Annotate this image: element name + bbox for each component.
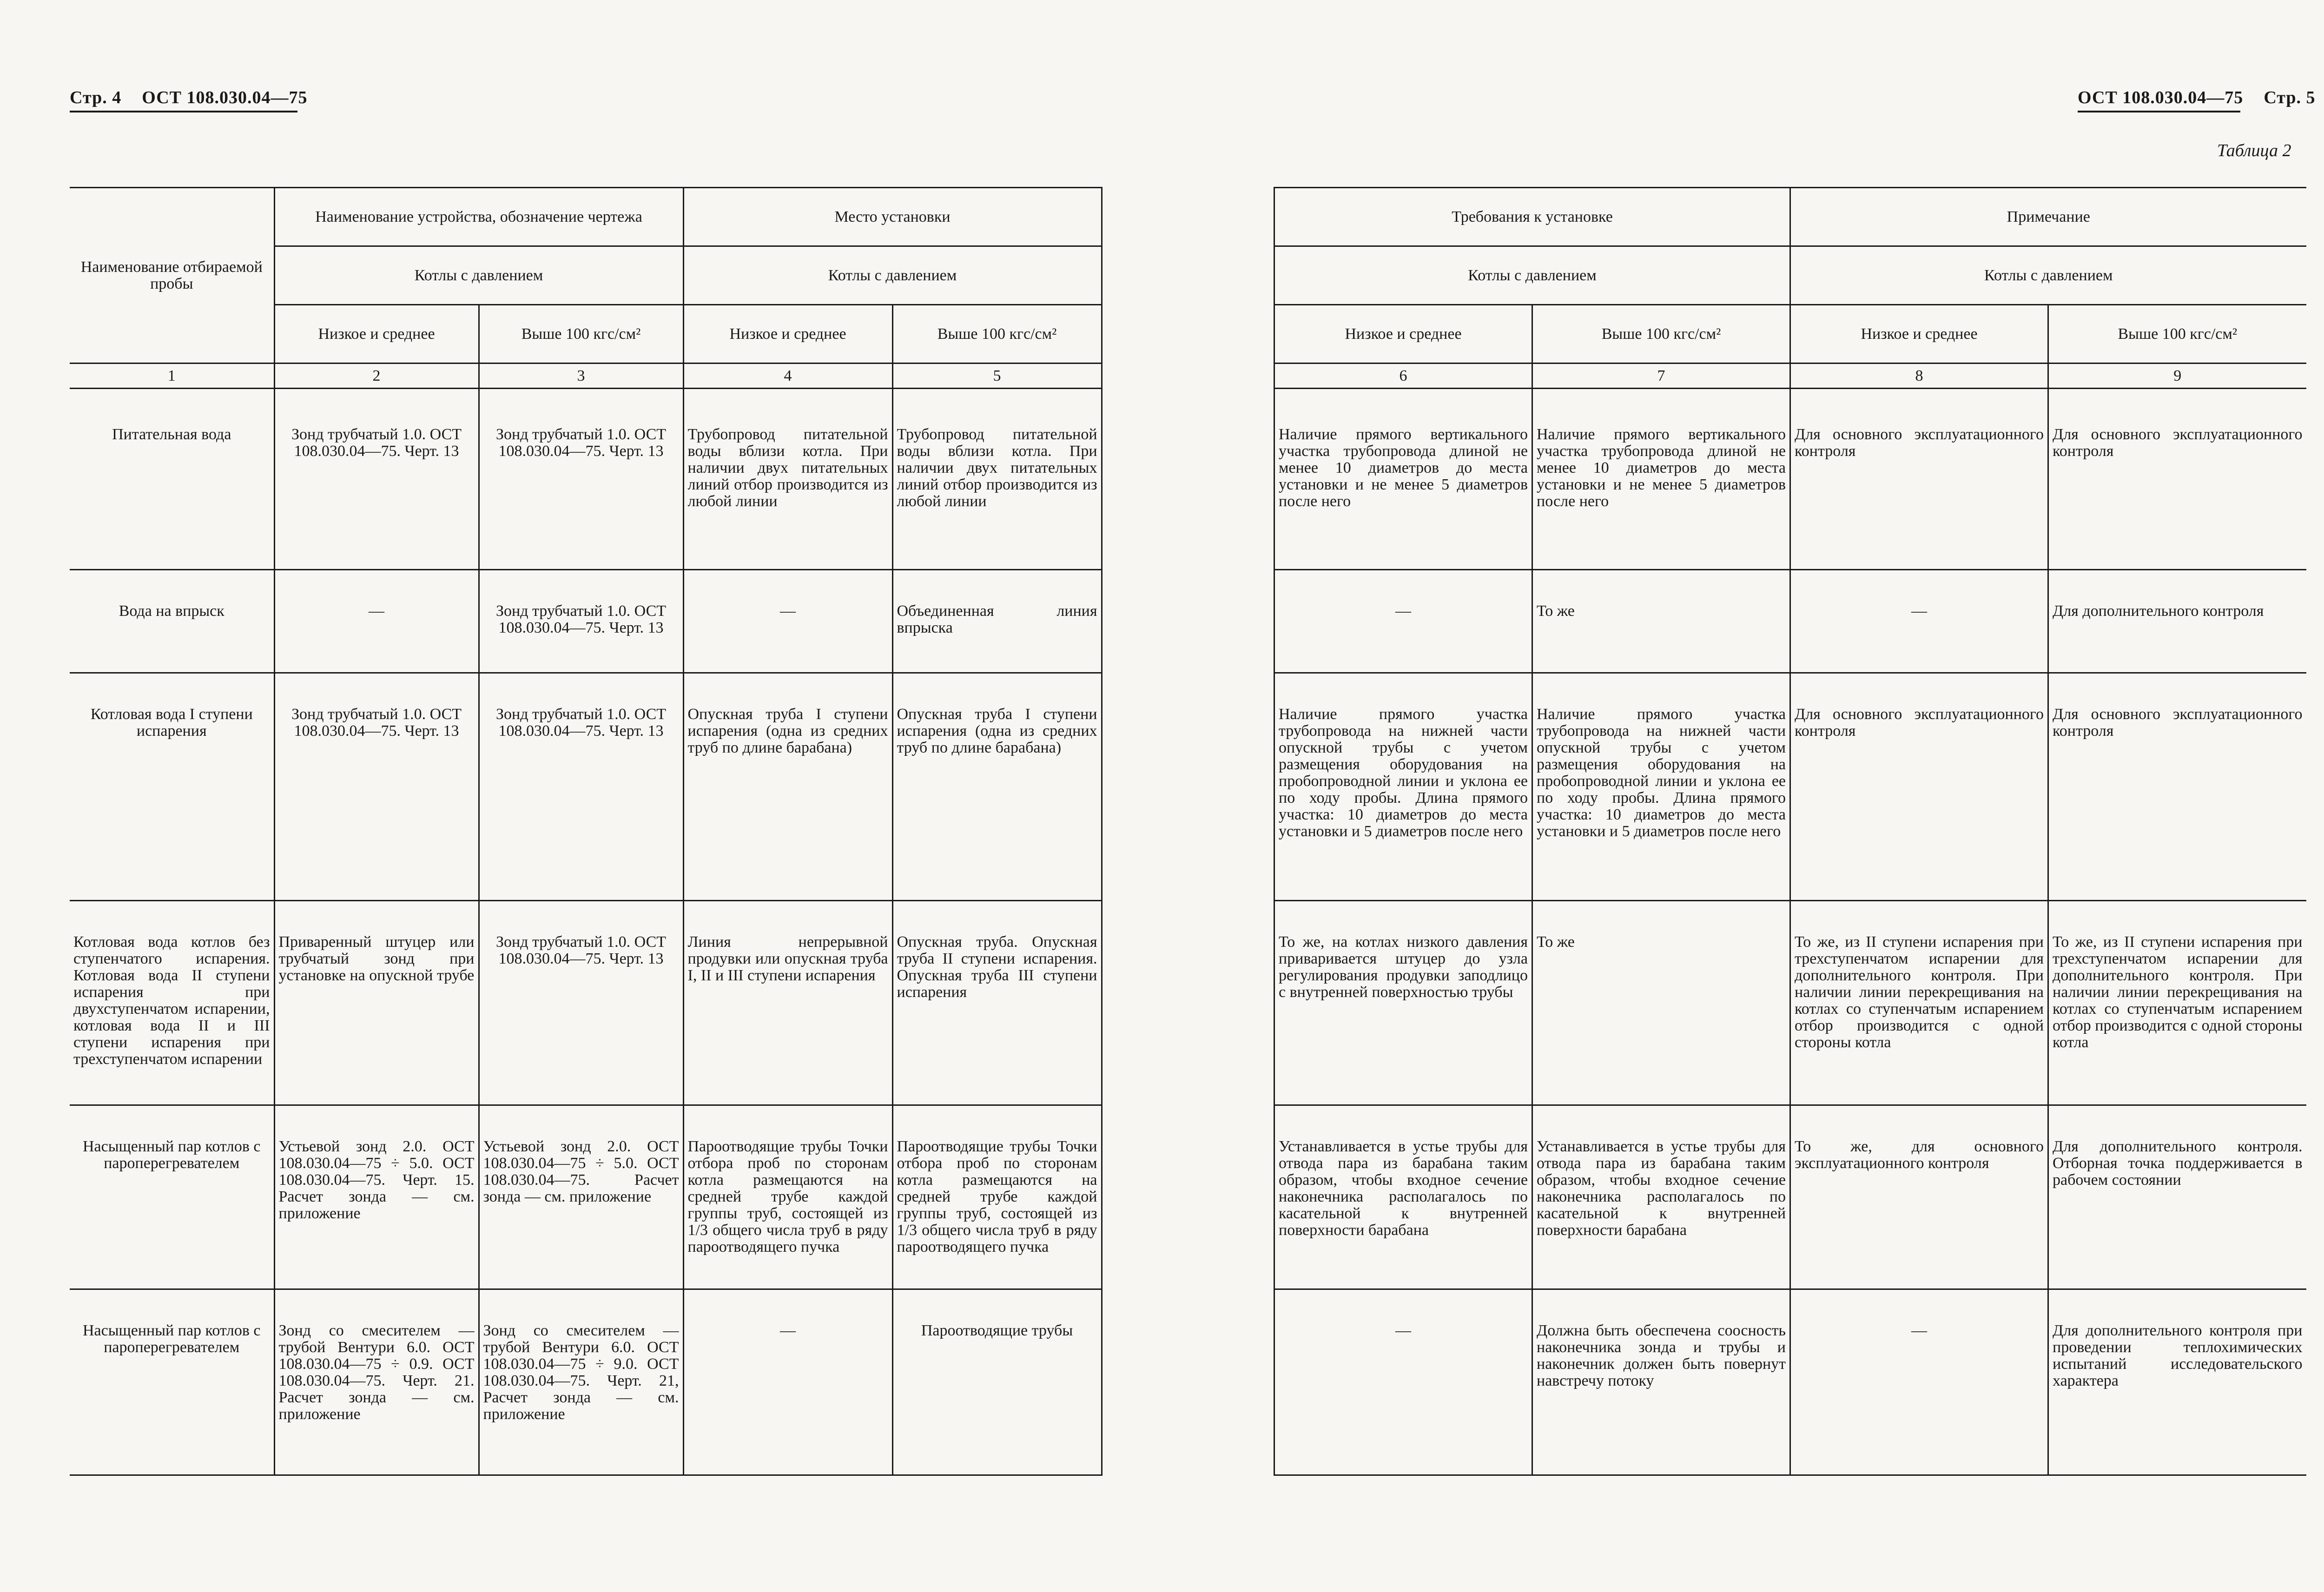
header-pressure: Котлы с давлением [1790,246,2306,305]
column-number: 6 [1274,363,1532,389]
requirement-low: — [1395,602,1411,620]
place-high: Опускная труба. Опускная труба II ступени испарения. Опускная труба III ступени испарения [897,933,1097,1001]
device-low: Зонд трубчатый 1.0. ОСТ 108.030.04—75. Черт. 13 [291,706,462,740]
table-row [70,1289,1102,1475]
table-row [1274,389,2306,570]
header-above-100: Выше 100 кгс/см² [479,305,683,363]
table-row [70,673,1102,901]
sample-name: Котловая вода I ступени испарения [90,706,253,740]
place-low: Пароотводящие трубы Точки отбора проб по сторонам котла размещаются на средней трубе каждой группы труб, состоящей из 1/3 общего числа труб в ряду пароотводящего пучка [687,1138,888,1255]
header-low-mid: Низкое и среднее [274,305,479,363]
header-place: Место установки [683,188,1102,246]
sample-name: Котловая вода котлов без ступенчатого испарения. Котловая вода II ступени испарения при двухступенчатом испарении, котловая вода II и III ступени испарения при трехступенчатом испарении [73,933,270,1068]
device-low: — [369,602,384,620]
place-high: Трубопровод питательной воды вблизи котла. При наличии двух питательных линий отбор производится из любой линии [897,426,1097,510]
device-high: Зонд трубчатый 1.0. ОСТ 108.030.04—75. Черт. 13 [495,706,667,740]
header-underline-right [2078,111,2240,112]
note-low: Для основного эксплуатационного контроля [1795,426,2044,460]
note-high: Для дополнительного контроля [2053,602,2264,620]
header-low-mid: Низкое и среднее [1790,305,2048,363]
page-number: Стр. 5 [2264,88,2316,107]
note-high: Для основного эксплуатационного контроля [2053,706,2303,740]
column-number: 5 [892,363,1102,389]
column-number: 8 [1790,363,2048,389]
requirement-low: — [1395,1322,1411,1339]
table-row [70,901,1102,1105]
header-above-100: Выше 100 кгс/см² [892,305,1102,363]
column-number: 4 [683,363,892,389]
note-high: То же, из II ступени испарения при трехступенчатом испарении для дополнительного контроля. При наличии линии перекрещивания на котлах со ступенчатым испарением отбор производится с одной стороны котла [2053,933,2303,1051]
requirement-high: Устанавливается в устье трубы для отвода пара из барабана таким образом, чтобы входное сечение наконечника располагалось по касательной к внутренней поверхности барабана [1537,1138,1786,1239]
requirement-low: Устанавливается в устье трубы для отвода пара из барабана таким образом, чтобы входное сечение наконечника располагалось по касательной к внутренней поверхности барабана [1279,1138,1528,1239]
header-requirements: Требования к установке [1274,188,1790,246]
header-sample-name: Наименование отбираемой пробы [70,188,274,363]
header-pressure: Котлы с давлением [1274,246,1790,305]
place-low: — [780,1322,796,1339]
page-number: Стр. 4 [70,88,122,107]
header-above-100: Выше 100 кгс/см² [2048,305,2306,363]
column-number: 3 [479,363,683,389]
device-high: Зонд трубчатый 1.0. ОСТ 108.030.04—75. Черт. 13 [495,933,667,967]
place-high: Объединенная линия впрыска [897,602,1097,636]
requirement-high: То же [1537,933,1575,951]
table-row [1274,1105,2306,1289]
header-note: Примечание [1790,188,2306,246]
device-low: Зонд со смесителем — трубой Вентури 6.0. ОСТ 108.030.04—75 ÷ 0.9. ОСТ 108.030.04—75. Черт. 21. Расчет зонда — см. приложение [278,1322,475,1423]
device-high: Устьевой зонд 2.0. ОСТ 108.030.04—75 ÷ 5.0. ОСТ 108.030.04—75. Расчет зонда — см. приложение [483,1138,679,1205]
table-row [70,1105,1102,1289]
device-high: Зонд трубчатый 1.0. ОСТ 108.030.04—75. Черт. 13 [495,602,667,636]
document-code: ОСТ 108.030.04—75 [2078,88,2244,107]
note-high: Для дополнительного контроля при проведении теплохимических испытаний исследовательского характера [2053,1322,2303,1389]
table-caption: Таблица 2 [2217,141,2291,160]
header-pressure: Котлы с давлением [683,246,1102,305]
column-number: 2 [274,363,479,389]
device-high: Зонд трубчатый 1.0. ОСТ 108.030.04—75. Черт. 13 [495,426,667,460]
page-header-right [2078,87,2316,108]
sample-name: Насыщенный пар котлов с пароперегревателем [82,1322,261,1356]
requirement-high: Наличие прямого участка трубопровода на нижней части опускной трубы с учетом размещения оборудования на пробопроводной линии и уклона ее по ходу пробы. Длина прямого участка: 10 диаметров до места установки и 5 диаметров после него [1537,706,1786,840]
requirement-high: Должна быть обеспечена соосность наконечника зонда и трубы и наконечник должен быть повернут навстречу потоку [1537,1322,1786,1389]
place-high: Пароотводящие трубы Точки отбора проб по сторонам котла размещаются на средней трубе каждой группы труб, состоящей из 1/3 общего числа труб в ряду пароотводящего пучка [897,1138,1097,1255]
table-row [70,389,1102,570]
header-above-100: Выше 100 кгс/см² [1532,305,1790,363]
sample-name: Питательная вода [112,426,231,443]
requirement-high: Наличие прямого вертикального участка трубопровода длиной не менее 10 диаметров до места установки и не менее 5 диаметров после него [1537,426,1786,510]
table-row [1274,901,2306,1105]
requirement-low: Наличие прямого участка трубопровода на нижней части опускной трубы с учетом размещения оборудования на пробопроводной линии и уклона ее по ходу пробы. Длина прямого участка: 10 диаметров до места установки и 5 диаметров после него [1279,706,1528,840]
place-low: Опускная труба I ступени испарения (одна из средних труб по длине барабана) [687,706,888,756]
sample-name: Насыщенный пар котлов с пароперегревателем [82,1138,261,1172]
header-pressure: Котлы с давлением [274,246,683,305]
table-row [70,570,1102,673]
table-row [1274,570,2306,673]
note-low: — [1911,602,1928,620]
sample-name: Вода на впрыск [119,602,224,620]
document-code: ОСТ 108.030.04—75 [142,88,308,107]
table-row [1274,1289,2306,1475]
note-low: То же, для основного эксплуатационного контроля [1795,1138,2044,1172]
header-low-mid: Низкое и среднее [683,305,892,363]
place-low: Трубопровод питательной воды вблизи котла. При наличии двух питательных линий отбор производится из любой линии [687,426,888,510]
table-row [1274,673,2306,901]
device-low: Приваренный штуцер или трубчатый зонд при установке на опускной трубе [278,933,475,984]
note-low: — [1911,1322,1928,1339]
note-low: Для основного эксплуатационного контроля [1795,706,2044,740]
header-underline-left [70,111,297,112]
column-number: 9 [2048,363,2306,389]
page-header-left [70,87,308,108]
place-high: Пароотводящие трубы [921,1322,1073,1339]
header-device: Наименование устройства, обозначение чертежа [274,188,683,246]
device-low: Зонд трубчатый 1.0. ОСТ 108.030.04—75. Черт. 13 [291,426,462,460]
place-low: — [780,602,796,620]
requirement-high: То же [1537,602,1575,620]
place-low: Линия непрерывной продувки или опускная труба I, II и III ступени испарения [687,933,888,984]
column-number: 1 [70,363,274,389]
requirement-low: То же, на котлах низкого давления приваривается штуцер до узла регулирования продувки заподлицо с внутренней поверхностью трубы [1279,933,1528,1001]
note-low: То же, из II ступени испарения при трехступенчатом испарении для дополнительного контроля. При наличии линии перекрещивания на котлах со ступенчатым испарением отбор производится с одной стороны котла [1795,933,2044,1051]
device-high: Зонд со смесителем — трубой Вентури 6.0. ОСТ 108.030.04—75 ÷ 9.0. ОСТ 108.030.04—75. Черт. 21, Расчет зонда — см. приложение [483,1322,679,1423]
note-high: Для основного эксплуатационного контроля [2053,426,2303,460]
device-low: Устьевой зонд 2.0. ОСТ 108.030.04—75 ÷ 5.0. ОСТ 108.030.04—75. Черт. 15. Расчет зонда — см. приложение [278,1138,475,1222]
header-low-mid: Низкое и среднее [1274,305,1532,363]
note-high: Для дополнительного контроля. Отборная точка поддерживается в рабочем состоянии [2053,1138,2303,1189]
requirement-low: Наличие прямого вертикального участка трубопровода длиной не менее 10 диаметров до места установки и не менее 5 диаметров после него [1279,426,1528,510]
column-number: 7 [1532,363,1790,389]
table-right [1274,187,2306,1476]
table-left [70,187,1103,1476]
place-high: Опускная труба I ступени испарения (одна из средних труб по длине барабана) [897,706,1097,756]
